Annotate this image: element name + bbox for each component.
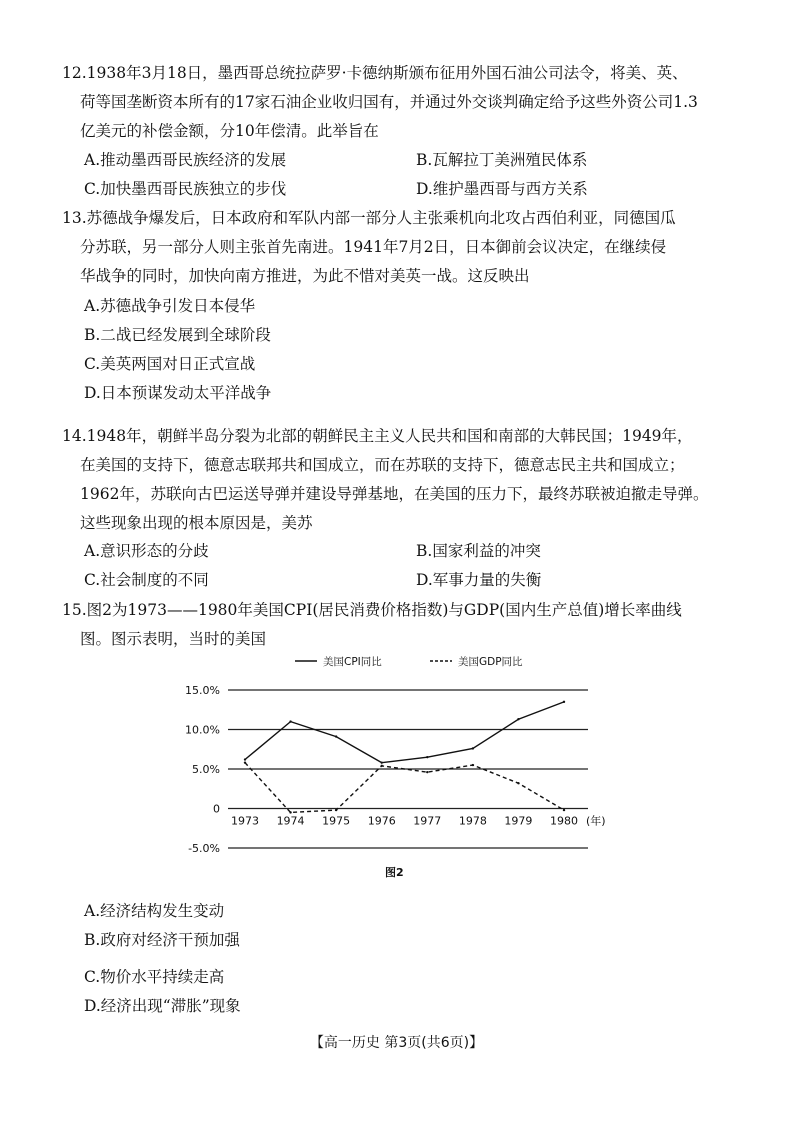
question-14-line-2: 在美国的支持下，德意志联邦共和国成立，而在苏联的支持下，德意志民主共和国成立； (80, 456, 685, 474)
question-14-options (84, 537, 704, 595)
cpi-data-point (244, 758, 246, 760)
x-tick-label: 1973 (231, 814, 259, 828)
question-12-options (84, 146, 704, 204)
gdp-data-point (563, 809, 565, 811)
option-c[interactable]: C.加快墨西哥民族独立的步伐 (84, 180, 287, 198)
option-b[interactable]: B.瓦解拉丁美洲殖民体系 (416, 151, 588, 169)
figure-2-chart (180, 650, 630, 890)
y-tick-label: 0 (213, 802, 220, 816)
cpi-data-point (335, 735, 337, 737)
option-a[interactable]: A.经济结构发生变动 (84, 902, 225, 920)
question-15-line-2: 图。图示表明，当时的美国 (80, 630, 267, 648)
question-14-line-4: 这些现象出现的根本原因是，美苏 (80, 514, 313, 532)
cpi-data-point (517, 718, 519, 720)
cpi-data-point (289, 720, 291, 722)
gdp-data-point (472, 764, 474, 766)
y-tick-label: 15.0% (185, 684, 220, 697)
option-b[interactable]: B.国家利益的冲突 (416, 542, 541, 560)
option-c[interactable]: C.美英两国对日正式宣战 (84, 355, 256, 373)
question-12-line-1: 12.1938年3月18日，墨西哥总统拉萨罗·卡德纳斯颁布征用外国石油公司法令，将美、英、 (62, 64, 688, 82)
x-tick-label: 1979 (504, 814, 533, 828)
line-chart (180, 650, 630, 890)
gdp-data-point (335, 809, 337, 811)
question-13-line-2: 分苏联，另一部分人则主张首先南进。1941年7月2日，日本御前会议决定，在继续侵 (80, 238, 667, 256)
cpi-data-point (381, 761, 383, 763)
x-tick-label: 1980 (550, 814, 578, 828)
cpi-series-line (245, 702, 564, 763)
y-tick-label: -5.0% (188, 842, 220, 855)
question-12-line-2: 荷等国垄断资本所有的17家石油企业收归国有，并通过外交谈判确定给予这些外资公司1.3 (80, 93, 698, 111)
gdp-data-point (244, 761, 246, 763)
option-d[interactable]: D.维护墨西哥与西方关系 (416, 180, 588, 198)
question-15 (62, 596, 762, 654)
question-14-line-1: 14.1948年，朝鲜半岛分裂为北部的朝鲜民主主义人民共和国和南部的大韩民国；1949年， (62, 427, 693, 445)
option-d[interactable]: D.军事力量的失衡 (416, 571, 542, 589)
question-14-line-3: 1962年，苏联向古巴运送导弹并建设导弹基地，在美国的压力下，最终苏联被迫撤走导弹。 (80, 485, 709, 503)
legend-label: 美国CPI同比 (323, 656, 382, 668)
y-tick-label: 5.0% (192, 763, 220, 776)
question-13-line-3: 华战争的同时，加快向南方推进，为此不惜对美英一战。这反映出 (80, 267, 530, 285)
question-13-options (84, 292, 704, 408)
question-13 (62, 204, 762, 291)
x-axis-unit: (年) (586, 814, 606, 828)
question-12-line-3: 亿美元的补偿金额，分10年偿清。此举旨在 (80, 122, 379, 140)
x-tick-label: 1977 (413, 814, 442, 828)
gdp-series-line (245, 763, 564, 813)
figure-caption: 图2 (385, 866, 404, 879)
option-d[interactable]: D.经济出现“滞胀”现象 (84, 997, 241, 1015)
page-footer: 【高一历史 第3页(共6页)】 (309, 1035, 484, 1051)
question-14 (62, 422, 762, 538)
question-13-line-1: 13.苏德战争爆发后，日本政府和军队内部一部分人主张乘机向北攻占西伯利亚，同德国瓜 (62, 209, 676, 227)
x-tick-label: 1976 (367, 814, 396, 828)
x-tick-label: 1974 (276, 814, 305, 828)
option-a[interactable]: A.推动墨西哥民族经济的发展 (84, 151, 287, 169)
option-c[interactable]: C.物价水平持续走高 (84, 968, 225, 986)
option-b[interactable]: B.政府对经济干预加强 (84, 931, 240, 949)
gdp-data-point (426, 771, 428, 773)
option-c[interactable]: C.社会制度的不同 (84, 571, 209, 589)
question-12 (62, 59, 762, 146)
cpi-data-point (563, 701, 565, 703)
option-d[interactable]: D.日本预谋发动太平洋战争 (84, 384, 272, 402)
x-tick-label: 1975 (322, 814, 351, 828)
option-b[interactable]: B.二战已经发展到全球阶段 (84, 326, 271, 344)
y-tick-label: 10.0% (185, 723, 220, 737)
legend-label: 美国GDP同比 (458, 656, 523, 668)
gdp-data-point (381, 765, 383, 767)
question-15-options (84, 897, 704, 1021)
cpi-data-point (472, 747, 474, 749)
x-tick-label: 1978 (458, 814, 487, 828)
option-a[interactable]: A.苏德战争引发日本侵华 (84, 297, 256, 315)
cpi-data-point (426, 756, 428, 758)
question-15-line-1: 15.图2为1973——1980年美国CPI(居民消费价格指数)与GDP(国内生产总值)增长率曲线 (62, 601, 682, 619)
option-a[interactable]: A.意识形态的分歧 (84, 542, 209, 560)
gdp-data-point (517, 782, 519, 784)
gdp-data-point (289, 811, 291, 813)
